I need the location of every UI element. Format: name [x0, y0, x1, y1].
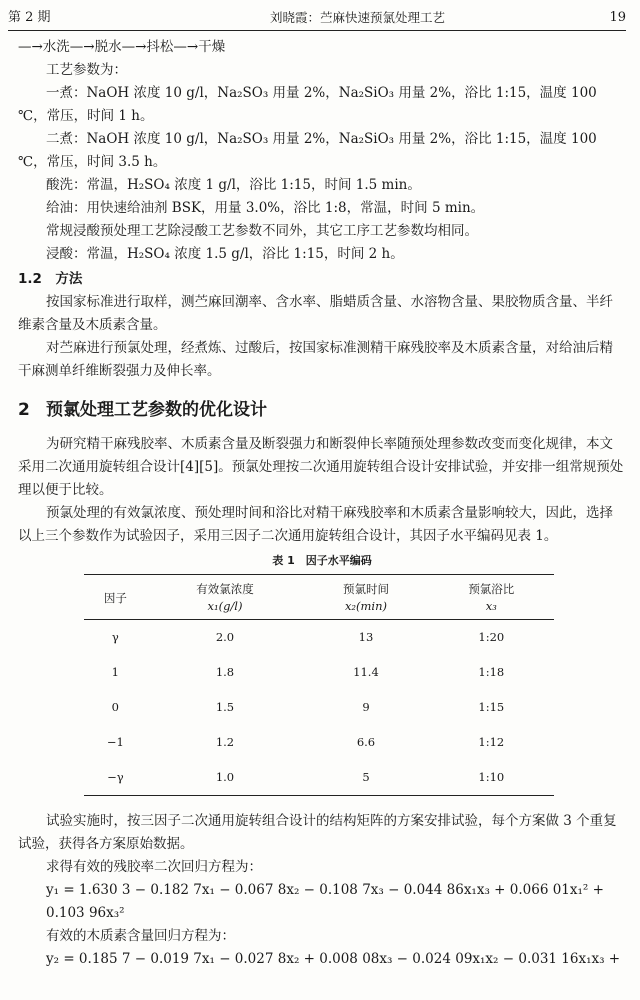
page-number: 19 — [609, 10, 626, 25]
table-row — [84, 725, 554, 760]
body-text — [18, 36, 626, 971]
table-row — [84, 655, 554, 690]
table-header-cell: 预氯时间 x₂(min) — [342, 582, 389, 613]
param-first-boil: 一煮：NaOH 浓度 10 g/l，Na₂SO₃ 用量 2%，Na₂SiO₃ 用量 2%，浴比 1:15，温度 100 ℃，常压，时间 1 h。 — [18, 85, 597, 124]
running-title: 刘晓霞：苎麻快速预氯处理工艺 — [270, 10, 446, 25]
table-header-cell: 预氯浴比 x₃ — [468, 582, 515, 613]
section-2-paragraph-3: 试验实施时，按三因子二次通用旋转组合设计的结构矩阵的方案安排试验，每个方案做 3 个重复试验，获得各方案原始数据。 — [18, 813, 617, 852]
section-2-paragraph-1: 为研究精干麻残胶率、木质素含量及断裂强力和断裂伸长率随预处理参数改变而变化规律，本文采用二次通用旋转组合设计[4][5]。预氯处理按二次通用旋转组合设计安排试验，并安排一组常规预处理以便于比较。 — [18, 436, 624, 498]
table-cell: 11.4 — [353, 665, 379, 679]
table-cell: 1 — [111, 665, 119, 679]
section-2-number: 2 — [18, 400, 30, 420]
param-oiling: 给油：用快速给油剂 BSK，用量 3.0%，浴比 1:8，常温，时间 5 min。 — [46, 200, 485, 216]
table-cell: γ — [111, 630, 119, 644]
param-second-boil: 二煮：NaOH 浓度 10 g/l，Na₂SO₃ 用量 2%，Na₂SiO₃ 用量 2%，浴比 1:15，温度 100 ℃，常压，时间 3.5 h。 — [18, 131, 597, 170]
equation-1-line-2: 0.103 96x₃² — [46, 905, 125, 921]
table-row — [84, 690, 554, 725]
process-flow-line: —→水洗—→脱水—→抖松—→干燥 — [18, 39, 226, 55]
section-2-paragraph-2: 预氯处理的有效氯浓度、预处理时间和浴比对精干麻残胶率和木质素含量影响较大，因此，选择以上三个参数作为试验因子，采用三因子二次通用旋转组合设计，其因子水平编码见表 1。 — [18, 505, 613, 544]
table-cell: −γ — [107, 770, 124, 784]
table-header-cell: 因子 — [103, 590, 127, 605]
equation-2-intro: 有效的木质素含量回归方程为： — [46, 928, 235, 944]
table-caption: 表 1 因子水平编码 — [272, 554, 372, 567]
table-cell: 1:20 — [478, 630, 505, 644]
equation-2-line-1: y₂ = 0.185 7 − 0.019 7x₁ − 0.027 8x₂ + 0.008 08x₃ − 0.024 09x₁x₂ − 0.031 16x₁x₃ + — [46, 951, 621, 967]
issue-label: 第 2 期 — [8, 10, 51, 25]
param-acid-soak: 浸酸：常温，H₂SO₄ 浓度 1.5 g/l，浴比 1:15，时间 2 h。 — [46, 246, 404, 262]
table-cell: 13 — [358, 630, 374, 644]
table-cell: 1:15 — [478, 700, 505, 714]
section-1-2-heading: 1.2 方法 — [18, 271, 83, 287]
table-cell: 1:12 — [478, 735, 505, 749]
table-header-cell: 有效氯浓度 x₁(g/l) — [196, 582, 254, 613]
method-paragraph-2: 对苎麻进行预氯处理，经煮炼、过酸后，按国家标准测精干麻残胶率及木质素含量，对给油后精干麻测单纤维断裂强力及伸长率。 — [18, 340, 613, 379]
table-cell: 9 — [362, 700, 370, 714]
table-cell: −1 — [106, 735, 124, 749]
table-cell: 1:10 — [478, 770, 505, 784]
table-cell: 0 — [111, 700, 119, 714]
equation-1-intro: 求得有效的残胶率二次回归方程为： — [46, 859, 262, 875]
param-conventional-note: 常规浸酸预处理工艺除浸酸工艺参数不同外，其它工序工艺参数均相同。 — [46, 223, 478, 239]
table-cell: 6.6 — [356, 735, 376, 749]
table-cell: 1.5 — [215, 700, 235, 714]
section-2-title: 预氯处理工艺参数的优化设计 — [46, 400, 267, 420]
table-cell: 1.2 — [215, 735, 235, 749]
param-acid-wash: 酸洗：常温，H₂SO₄ 浓度 1 g/l，浴比 1:15，时间 1.5 min。 — [46, 177, 421, 193]
running-header — [8, 4, 626, 31]
table-header-row — [84, 575, 554, 620]
table-row — [84, 760, 554, 796]
table-row — [84, 620, 554, 656]
table-cell: 1:18 — [478, 665, 505, 679]
section-2-heading — [18, 397, 626, 423]
equation-1-line-1: y₁ = 1.630 3 − 0.182 7x₁ − 0.067 8x₂ − 0.108 7x₃ − 0.044 86x₁x₃ + 0.066 01x₁² + — [46, 882, 604, 898]
table-cell: 1.8 — [215, 665, 235, 679]
params-title: 工艺参数为： — [46, 62, 127, 78]
table-cell: 2.0 — [215, 630, 235, 644]
table-cell: 1.0 — [215, 770, 235, 784]
factor-level-table — [84, 574, 554, 796]
table-cell: 5 — [362, 770, 370, 784]
method-paragraph-1: 按国家标准进行取样，测苎麻回潮率、含水率、脂蜡质含量、水溶物含量、果胶物质含量、半纤维素含量及木质素含量。 — [18, 294, 613, 333]
